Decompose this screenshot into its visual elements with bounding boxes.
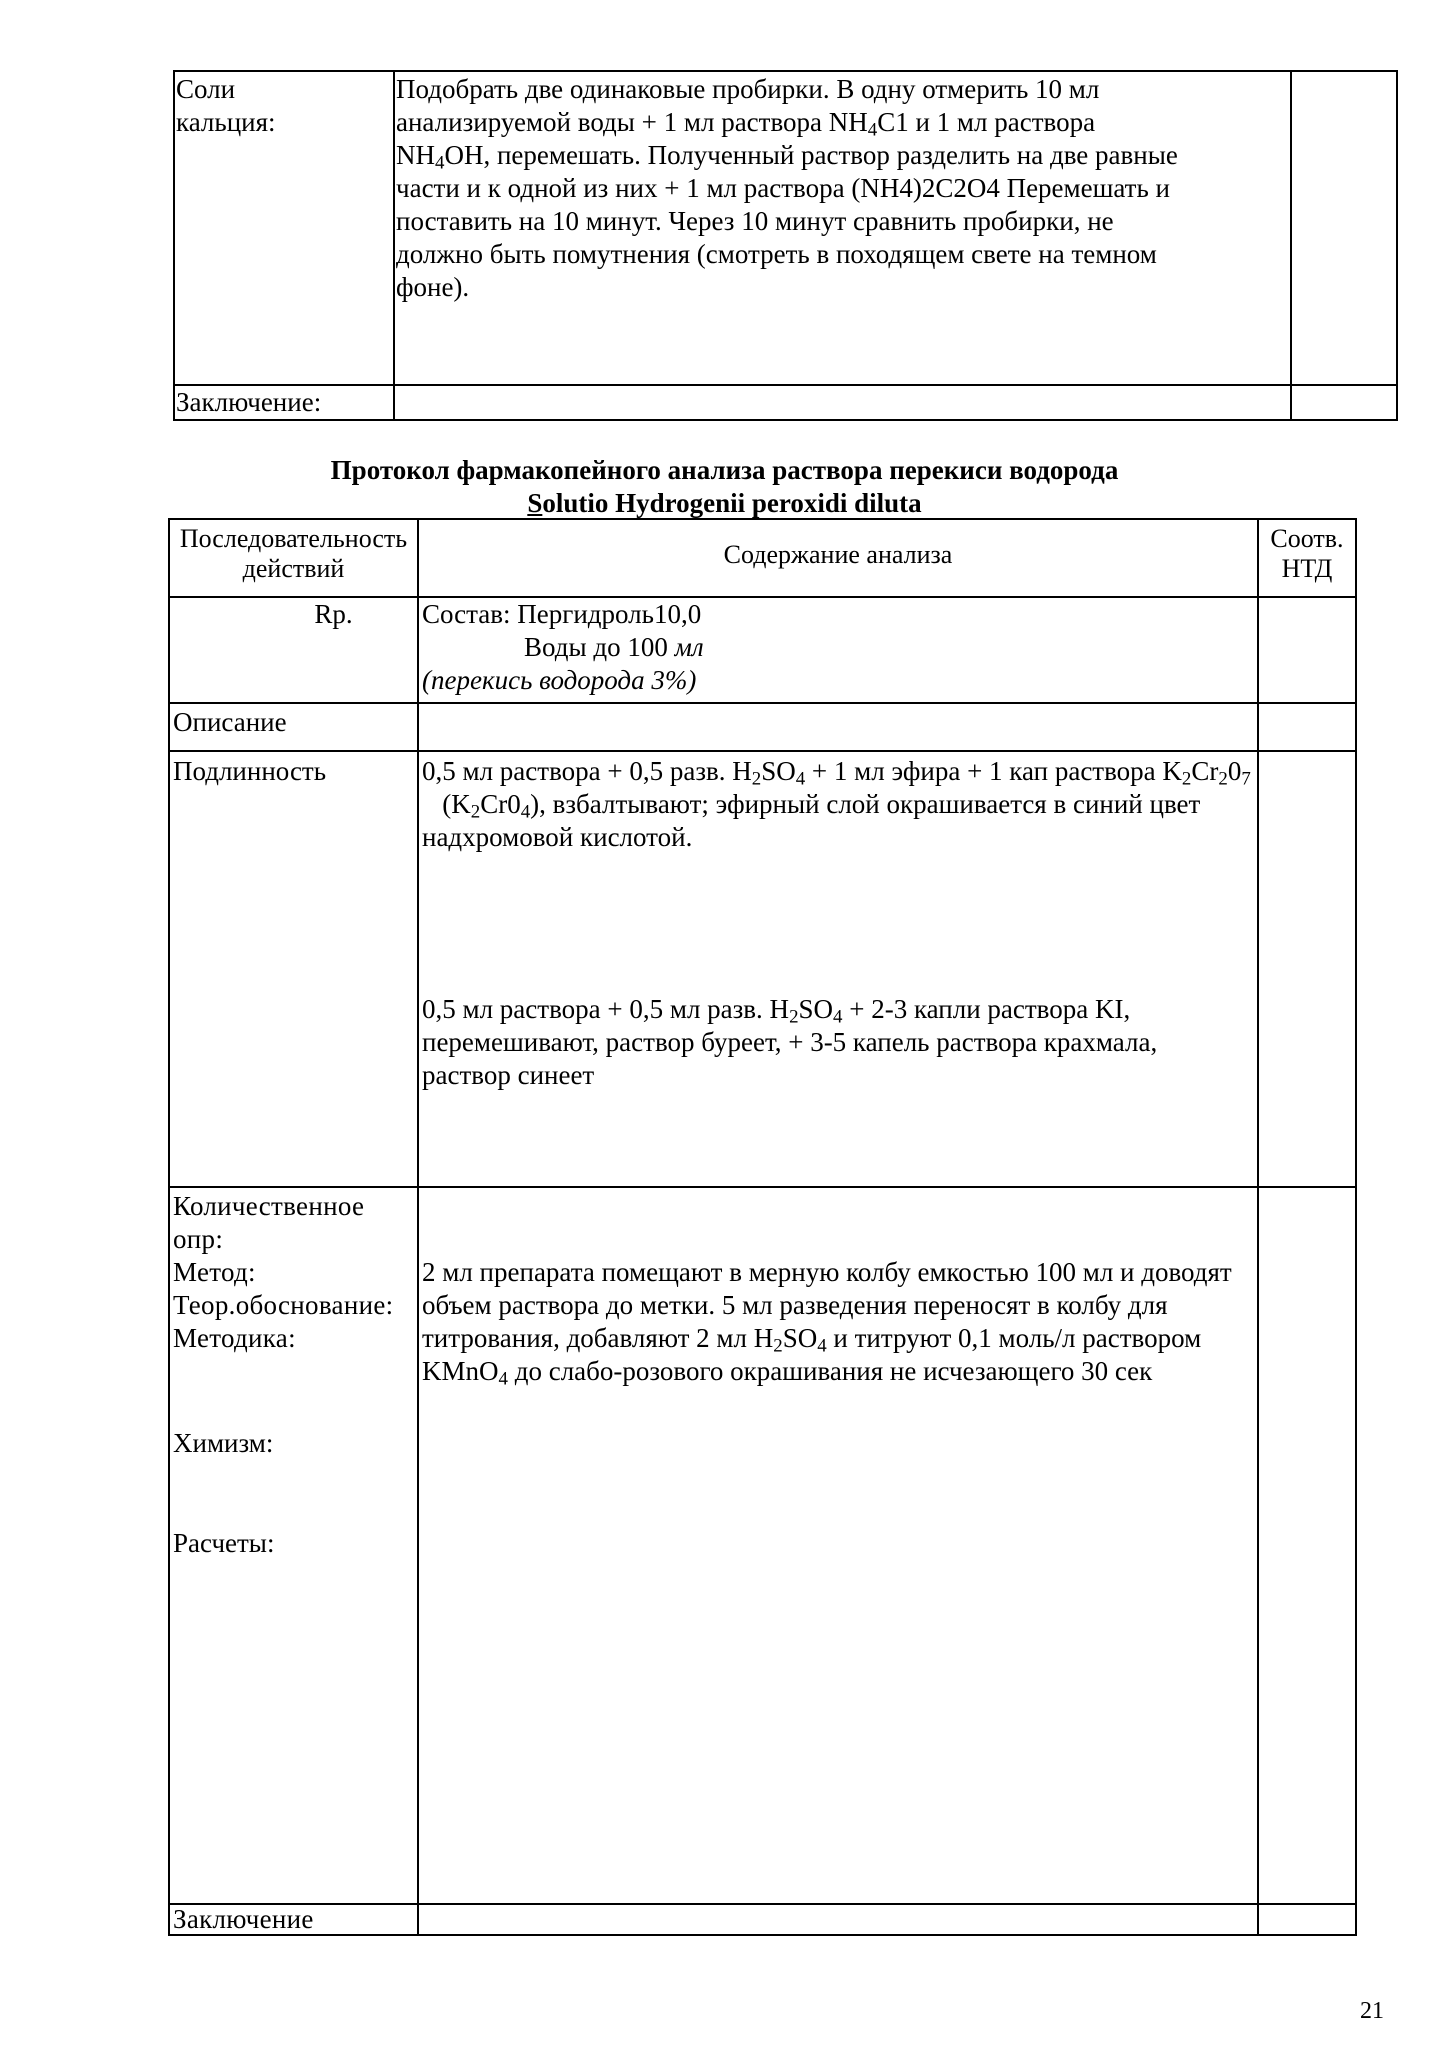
rp-water-line (422, 631, 1252, 664)
authenticity-label: Подлинность (173, 756, 327, 786)
rp-label: Rp. (314, 599, 353, 629)
t2-s1: 2 (789, 1006, 799, 1028)
t1-s2: 4 (795, 768, 806, 790)
quantitative-method (422, 1256, 1252, 1388)
qm-s3: 4 (498, 1368, 508, 1390)
calcium-conclusion-label: Заключение: (176, 387, 322, 417)
t2-a: 0,5 мл раствора + 0,5 мл разв. H (422, 994, 790, 1024)
t1-s6: 2 (470, 801, 481, 823)
t1-s5: 7 (1241, 768, 1251, 790)
page-number: 21 (1360, 1998, 1384, 2024)
conclusion-label: Заключение (173, 1904, 314, 1934)
quant-label-2: опр: (173, 1224, 224, 1254)
calcium-salts-procedure: Подобрать две одинаковые пробирки. В одну отмерить 10 мл анализируемой воды + 1 мл раствора $NH_4C1$ и 1 мл раствора $NH_4OH$, перемешать. Полученный раствор разделить на две равные части и к одной из них + 1 мл раствора (NH4)2C2O4 Перемешать и поставить на 10 минут. Через 10 минут сравнить пробирки, не должно быть помутнения (смотреть в походящем свете на темном фоне). (396, 74, 1178, 302)
theory-label: Теор.обоснование: (173, 1290, 394, 1320)
t2-b: SO (798, 994, 834, 1024)
t1-a: 0,5 мл раствора + 0,5 разв. H (422, 756, 752, 786)
authenticity-test-1 (422, 755, 1252, 854)
t1-g: Cr0 (480, 789, 521, 819)
t1-d: Cr (1191, 756, 1219, 786)
calcium-salts-label: Соли кальция: (176, 74, 276, 137)
qm-b: SO (782, 1323, 818, 1353)
method-label: Метод: (173, 1257, 256, 1287)
rp-water: Воды до 100 (524, 632, 675, 662)
latin-title-rest: olutio Hydrogenii peroxidi diluta (542, 488, 922, 518)
protocol-title: Протокол фармакопейного анализа раствора перекиси водорода (330, 455, 1119, 485)
qm-c: и титруют 0,1 моль/л раствором KMnO (422, 1323, 1202, 1386)
t2-s2: 4 (833, 1006, 843, 1028)
t1-b: SO (761, 756, 796, 786)
rp-composition-line: Состав: Пергидроль10,0 (422, 599, 702, 629)
protocol-latin-title (0, 488, 1449, 518)
header-compliance: Соотв. НТД (1270, 524, 1344, 583)
rp-water-unit: мл (674, 632, 704, 662)
t2-c: + 2-3 капли раствора KI, перемешивают, раствор буреет, + 3-5 капель раствора крахмала, раствор синеет (422, 994, 1158, 1090)
t1-f: (K (422, 789, 471, 819)
t1-s3: 2 (1181, 768, 1192, 790)
t1-s1: 2 (751, 768, 762, 790)
header-sequence: Последовательность действий (179, 524, 408, 583)
qm-s2: 4 (817, 1335, 827, 1357)
quant-label-1: Количественное (173, 1191, 365, 1221)
rp-note: (перекись водорода 3%) (422, 665, 697, 695)
authenticity-test-2 (422, 993, 1252, 1092)
t1-e: 0 (1227, 756, 1242, 786)
latin-title-first-letter: S (527, 488, 543, 518)
qm-d: до слабо-розового окрашивания не исчезающего 30 сек (507, 1356, 1153, 1386)
header-content: Содержание анализа (723, 540, 953, 569)
quantitative-labels (173, 1190, 417, 1355)
procedure-label: Методика: (173, 1323, 296, 1353)
rp-composition (422, 598, 1252, 697)
t1-h: ), взбалтывают; эфирный слой окрашивается в синий цвет надхромовой кислотой. (422, 789, 1201, 852)
calculations-label: Расчеты: (173, 1528, 275, 1558)
qm-s1: 2 (773, 1335, 783, 1357)
t1-s7: 4 (520, 801, 531, 823)
t1-s4: 2 (1218, 768, 1228, 790)
t1-c: + 1 мл эфира + 1 кап раствора K (805, 756, 1182, 786)
qm-a: 2 мл препарата помещают в мерную колбу емкостью 100 мл и доводят объем раствора до метки. 5 мл разведения переносят в колбу для титрования, добавляют 2 мл H (422, 1257, 1232, 1353)
chemism-label: Химизм: (173, 1428, 274, 1458)
description-label: Описание (173, 707, 287, 737)
